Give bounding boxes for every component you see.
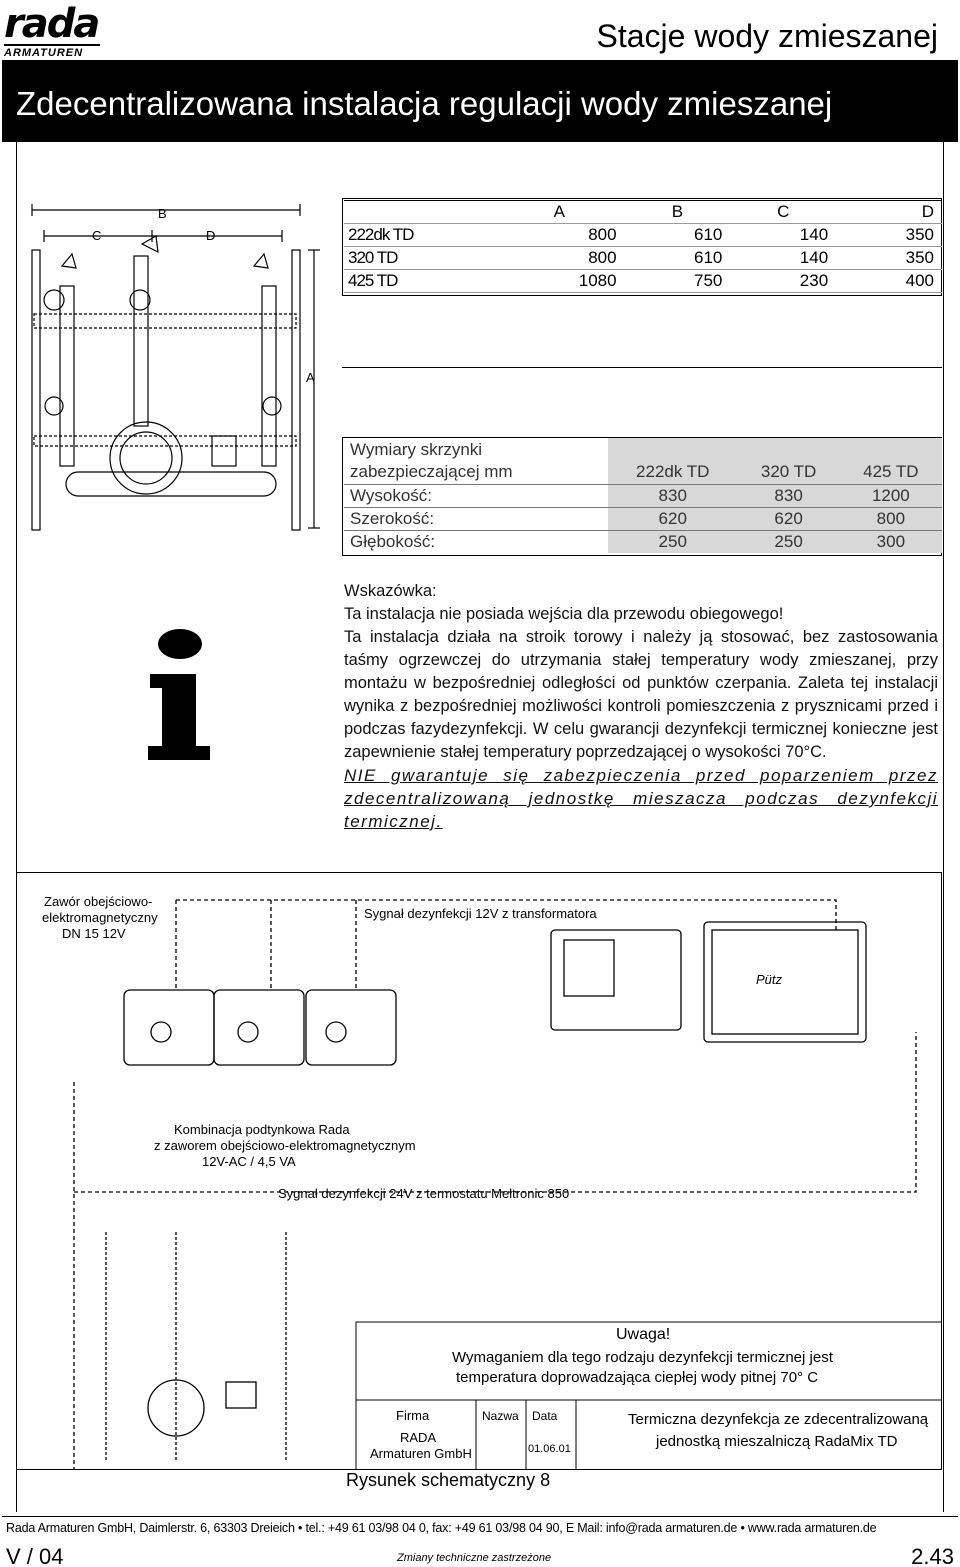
table-cell: 250: [737, 530, 839, 553]
drawing-description: jednostką mieszalniczą RadaMix TD: [656, 1433, 898, 1450]
table-header: 425 TD: [840, 461, 942, 484]
table-cell: 300: [840, 530, 942, 553]
table-cell: 320 TD: [344, 247, 494, 270]
table-row: [344, 461, 942, 484]
rada-logo: [4, 1, 100, 62]
table-header-d: D: [836, 201, 942, 224]
table-cell: 830: [608, 484, 737, 507]
table-row: [344, 270, 942, 293]
table-cell: 610: [625, 224, 731, 247]
combo-label: z zaworem obejściowo-elektromagnetycznym: [154, 1138, 416, 1153]
table-cell: 250: [608, 530, 737, 553]
valve-label: Zawór obejściowo-: [44, 894, 153, 909]
table-row: [344, 224, 942, 247]
table-cell: 750: [625, 270, 731, 293]
figure-caption: Rysunek schematyczny 8: [346, 1470, 551, 1490]
table-cell: Szerokość:: [344, 507, 608, 530]
table-cell: 1080: [494, 270, 625, 293]
footer-address: Rada Armaturen GmbH, Daimlerstr. 6, 63303 Dreieich • tel.: +49 61 03/98 04 0, fax: +49 61 03/98 04 90, E Mail: info@rada armaturen.de • www.rada armaturen.de: [2, 1516, 958, 1535]
table-cell: 800: [494, 247, 625, 270]
table-cell: 350: [836, 224, 942, 247]
version-label: V / 04: [6, 1544, 64, 1567]
firma-label: Firma: [396, 1408, 430, 1423]
installation-drawing: [22, 196, 334, 542]
device-brand: Pütz: [756, 972, 783, 987]
table-cell: 230: [730, 270, 836, 293]
table-cell: [608, 438, 737, 461]
table-header-a: A: [494, 201, 625, 224]
table-header: 320 TD: [737, 461, 839, 484]
table-cell: zabezpieczającej mm: [350, 462, 513, 482]
hint-block: [344, 580, 938, 833]
company-name: Armaturen GmbH: [370, 1446, 472, 1461]
table-cell: 222dk TD: [344, 224, 494, 247]
dim-label-b: B: [158, 206, 167, 221]
company-name: RADA: [400, 1430, 437, 1445]
table-cell: 400: [836, 270, 942, 293]
divider: [342, 367, 942, 368]
disclaimer: Zmiany techniczne zastrzeżone: [397, 1552, 552, 1564]
drawing-description: Termiczna dezynfekcja ze zdecentralizowaną: [628, 1411, 929, 1428]
table-cell: 1200: [840, 484, 942, 507]
warning-line: Wymaganiem dla tego rodzaju dezynfekcji termicznej jest: [452, 1349, 833, 1366]
page-top-title: Stacje wody zmieszanej: [596, 18, 938, 54]
table-cell: 610: [625, 247, 731, 270]
hint-paragraph: Ta instalacja działa na stroik torowy i należy ją stosować, bez zastosowania taśmy ogrzewczej do utrzymania stałej temperatury wody zmieszanej, przy montażu w bezpośredniej odległości od punktów czerpania. Zaleta tej instalacji wynika z bezpośredniej możliwości kontroli pomieszczenia z prysznicami przed i podczas fazydezynfekcji. W celu gwarancji dezynfekcji termicznej konieczne jest zapewnienie stałej temperatury poprzedzającej o wysokości 70°C.: [344, 628, 938, 761]
table-row: [344, 201, 942, 224]
schematic-drawing: [16, 872, 942, 1470]
logo-word: rada: [4, 1, 99, 47]
signal-24v-label: Sygnał dezynfekcji 24V z termostatu Meltronic 850: [278, 1186, 570, 1201]
combo-label: 12V-AC / 4,5 VA: [202, 1154, 296, 1169]
warning-title: Uwaga!: [616, 1326, 671, 1343]
hint-warning: NIE gwarantuje się zabezpieczenia przed poparzeniem przez zdecentralizowaną jednostkę mieszacza podczas dezynfekcji termicznej.: [344, 766, 938, 831]
combo-label: Kombinacja podtynkowa Rada: [174, 1122, 350, 1137]
table-cell: 425 TD: [344, 270, 494, 293]
page-number: 2.43: [911, 1544, 954, 1567]
table-cell: 140: [730, 224, 836, 247]
table-cell: Wymiary skrzynki: [350, 439, 483, 459]
table-row: [344, 438, 942, 461]
table-row: [344, 507, 942, 530]
dim-label-d: D: [206, 228, 216, 243]
table-row: [344, 247, 942, 270]
dim-label-a: A: [306, 370, 315, 385]
table-header-b: B: [625, 201, 731, 224]
table-cell: [737, 438, 839, 461]
table-cell: 620: [608, 507, 737, 530]
warning-line: temperatura doprowadzająca ciepłej wody pitnej 70° C: [456, 1369, 819, 1386]
logo-sub: ARMATUREN: [4, 44, 100, 59]
dimensions-table: [344, 200, 942, 293]
table-cell: Wysokość:: [344, 484, 608, 507]
table-cell: [344, 201, 494, 224]
table-header: 222dk TD: [608, 461, 737, 484]
table-cell: 350: [836, 247, 942, 270]
info-icon: [144, 628, 214, 760]
data-label: Data: [532, 1409, 558, 1423]
dim-label-c: C: [92, 228, 102, 243]
nazwa-label: Nazwa: [482, 1409, 519, 1423]
table-header-c: C: [730, 201, 836, 224]
table-cell: 140: [730, 247, 836, 270]
table-cell: 800: [840, 507, 942, 530]
valve-label: DN 15 12V: [62, 926, 126, 941]
page-banner-title: Zdecentralizowana instalacja regulacji wody zmieszanej: [2, 60, 958, 142]
table-row: [344, 484, 942, 507]
table-cell: Głębokość:: [344, 530, 608, 553]
box-dimensions-table: [344, 438, 942, 553]
table-cell: 800: [494, 224, 625, 247]
drawing-date: 01.06.01: [528, 1443, 571, 1455]
table-cell: [840, 438, 942, 461]
table-cell: 620: [737, 507, 839, 530]
signal-12v-label: Sygnał dezynfekcji 12V z transformatora: [364, 906, 597, 921]
valve-label: elektromagnetyczny: [42, 910, 158, 925]
hint-heading: Wskazówka:: [344, 582, 437, 600]
table-cell: 830: [737, 484, 839, 507]
table-row: [344, 530, 942, 553]
hint-line: Ta instalacja nie posiada wejścia dla przewodu obiegowego!: [344, 605, 784, 623]
